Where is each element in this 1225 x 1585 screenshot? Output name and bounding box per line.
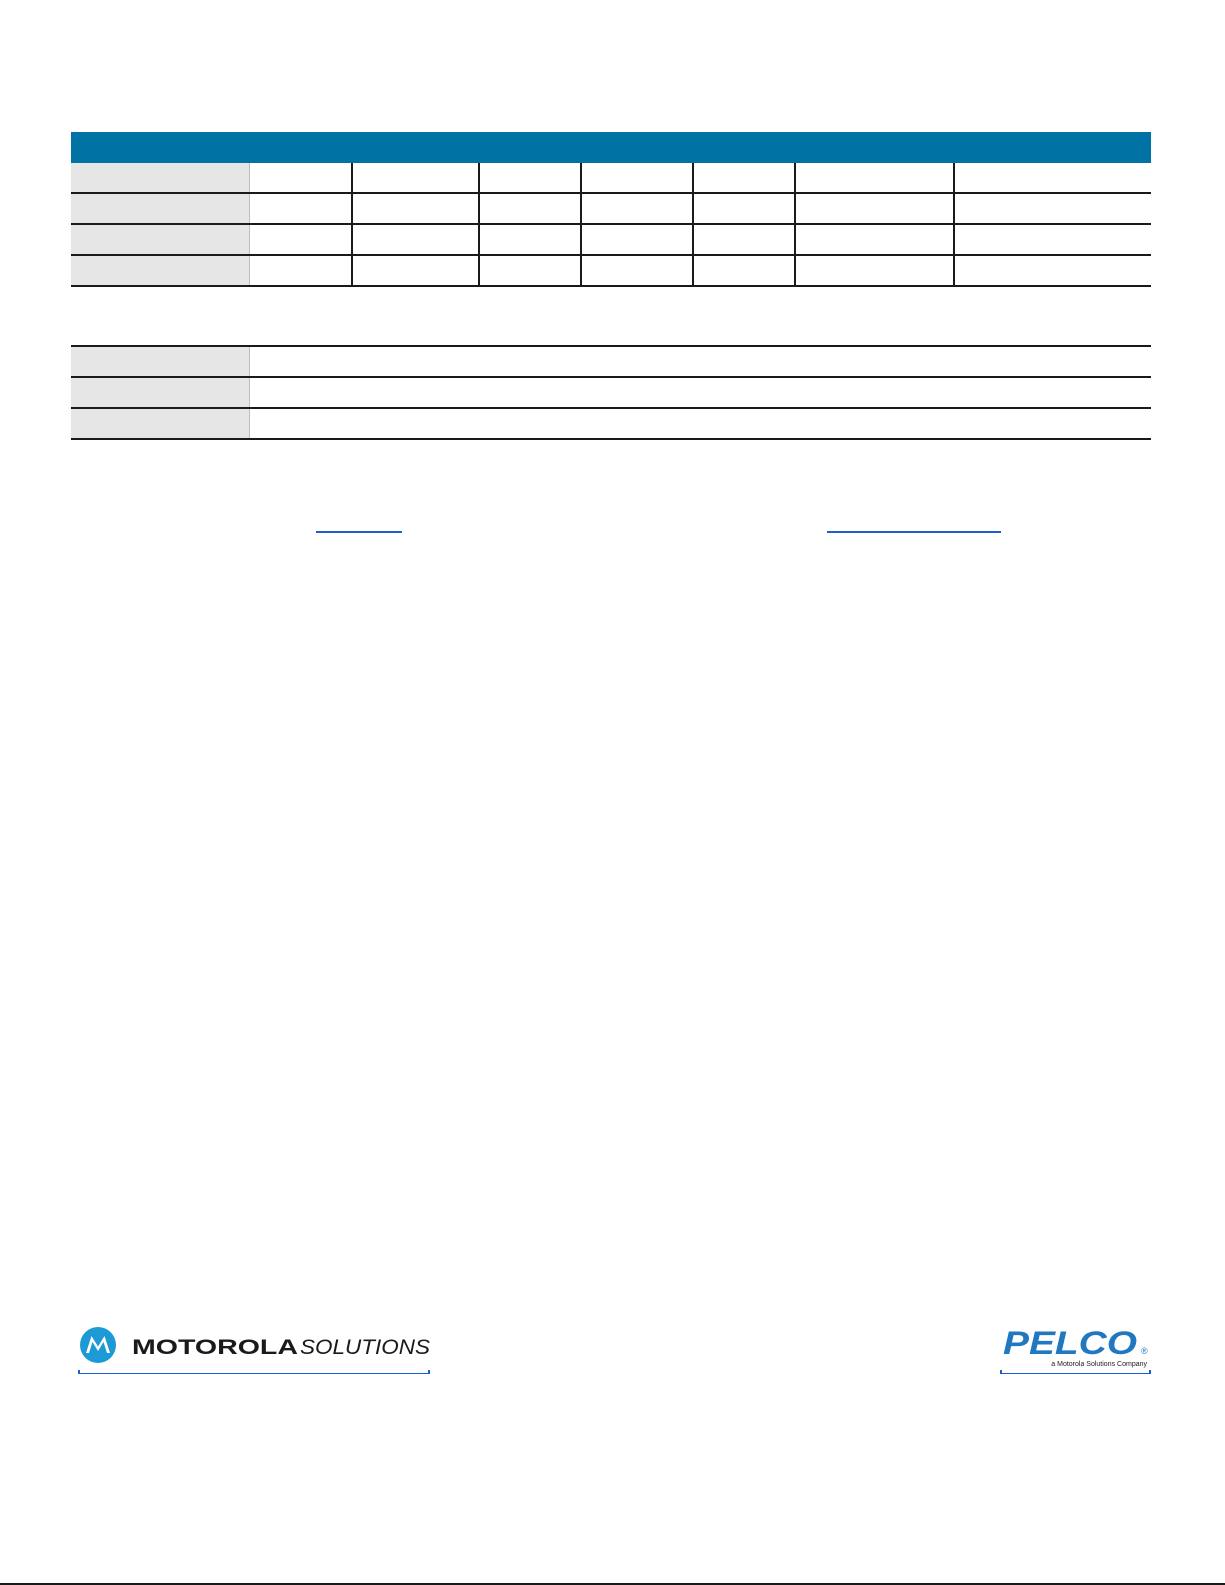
pelco-tagline: a Motorola Solutions Company: [1051, 1361, 1147, 1368]
motorola-solutions-text: SOLUTIONS: [300, 1336, 430, 1359]
table-cell: [693, 163, 795, 193]
table-cell: [352, 255, 479, 286]
pelco-link-underline: [1000, 1373, 1151, 1374]
spec-table-1: [71, 132, 1151, 287]
table-row: [71, 346, 1151, 377]
table-cell: [479, 163, 581, 193]
table-row: [71, 193, 1151, 224]
row-label-cell: [71, 408, 249, 439]
table-cell: [581, 163, 693, 193]
table-cell: [581, 255, 693, 286]
motorola-batwing-icon: [80, 1327, 116, 1363]
table-cell: [581, 224, 693, 255]
hyperlink-underline-left[interactable]: [316, 531, 402, 533]
table-cell: [249, 193, 352, 224]
table-cell: [795, 255, 954, 286]
row-value-cell: [249, 377, 1151, 408]
link-tick: [1149, 1370, 1151, 1374]
table-cell: [693, 224, 795, 255]
table-cell: [954, 193, 1151, 224]
table-cell: [479, 255, 581, 286]
table-cell: [249, 224, 352, 255]
table-cell: [795, 224, 954, 255]
table-cell: [581, 193, 693, 224]
link-tick: [78, 1370, 80, 1374]
table-cell: [795, 193, 954, 224]
table-header-cell: [71, 132, 1151, 163]
table-cell: [249, 163, 352, 193]
table-row: [71, 163, 1151, 193]
row-value-cell: [249, 408, 1151, 439]
table-row: [71, 377, 1151, 408]
table-cell: [479, 224, 581, 255]
table-cell: [352, 224, 479, 255]
link-tick: [1000, 1370, 1002, 1374]
table-cell: [352, 163, 479, 193]
table-cell: [352, 193, 479, 224]
row-label-cell: [71, 224, 249, 255]
spec-table-2: [71, 345, 1151, 440]
pelco-brand-text: PELCO: [1003, 1325, 1138, 1361]
row-label-cell: [71, 377, 249, 408]
link-tick: [428, 1370, 430, 1374]
pelco-logo[interactable]: [1001, 1324, 1151, 1369]
table-cell: [249, 255, 352, 286]
table-row: [71, 255, 1151, 286]
table-cell: [693, 193, 795, 224]
row-label-cell: [71, 255, 249, 286]
table-cell: [954, 255, 1151, 286]
motorola-link-underline: [78, 1373, 430, 1374]
table-cell: [954, 224, 1151, 255]
row-value-cell: [249, 346, 1151, 377]
motorola-solutions-logo[interactable]: [80, 1327, 432, 1363]
table-cell: [479, 193, 581, 224]
table-row: [71, 224, 1151, 255]
row-label-cell: [71, 163, 249, 193]
hyperlink-underline-right[interactable]: [827, 531, 1001, 533]
row-label-cell: [71, 193, 249, 224]
row-label-cell: [71, 346, 249, 377]
table-cell: [795, 163, 954, 193]
motorola-brand-text: MOTOROLA: [132, 1336, 298, 1359]
registered-mark: ®: [1141, 1346, 1148, 1356]
table-cell: [954, 163, 1151, 193]
table-header-bar: [71, 132, 1151, 163]
table-row: [71, 408, 1151, 439]
table-cell: [693, 255, 795, 286]
